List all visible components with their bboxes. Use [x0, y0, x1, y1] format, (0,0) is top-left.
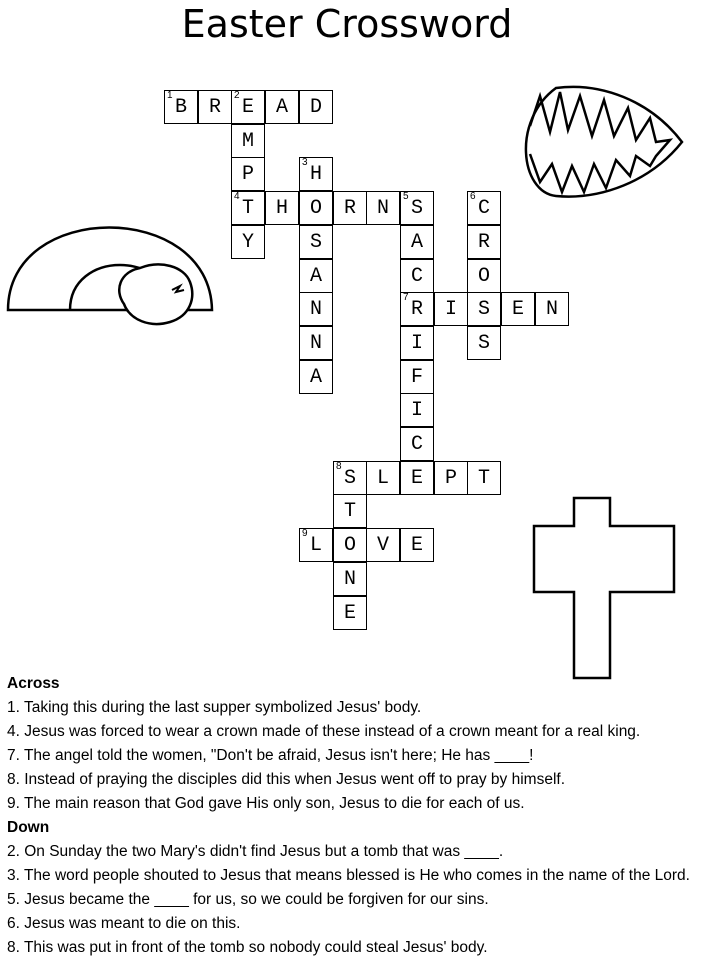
- grid-cell[interactable]: [366, 191, 400, 225]
- grid-cell[interactable]: [333, 191, 367, 225]
- grid-cell[interactable]: [501, 292, 535, 326]
- clue-number: 1: [167, 90, 173, 101]
- across-clue: 1. Taking this during the last supper symbolized Jesus' body.: [7, 699, 422, 716]
- cell-letter: S: [343, 467, 356, 490]
- grid-cell[interactable]: [400, 528, 434, 562]
- clues-panel: [7, 672, 718, 960]
- down-clue: 3. The word people shouted to Jesus that means blessed is He who comes in the name of the Lord.: [7, 867, 690, 884]
- grid-cell[interactable]: [467, 259, 501, 293]
- cell-letter: R: [410, 298, 423, 321]
- grid-cell[interactable]: [467, 326, 501, 360]
- clue-number: 4: [234, 191, 240, 202]
- grid-cell[interactable]: [467, 292, 501, 326]
- grid-cell[interactable]: [231, 157, 265, 191]
- cell-letter: O: [343, 534, 356, 557]
- down-clue: 8. This was put in front of the tomb so nobody could steal Jesus' body.: [7, 939, 488, 956]
- grid-cell[interactable]: [198, 90, 232, 124]
- cell-letter: B: [174, 96, 187, 119]
- down-heading: Down: [7, 819, 50, 836]
- cell-letter: E: [410, 534, 423, 557]
- grid-cell[interactable]: [434, 292, 468, 326]
- grid-cell[interactable]: [299, 191, 333, 225]
- cell-letter: T: [477, 467, 490, 490]
- cell-letter: M: [241, 130, 254, 153]
- grid-cell[interactable]: [299, 90, 333, 124]
- grid-cell[interactable]: [333, 494, 367, 528]
- grid-cell[interactable]: [299, 225, 333, 259]
- cell-letter: A: [410, 231, 423, 254]
- grid-cell[interactable]: [400, 191, 434, 225]
- cell-letter: P: [444, 467, 457, 490]
- cell-letter: C: [410, 265, 423, 288]
- cell-letter: A: [309, 265, 322, 288]
- grid-cell[interactable]: [400, 427, 434, 461]
- cell-letter: Y: [241, 231, 254, 254]
- across-clue: 9. The main reason that God gave His only son, Jesus to die for each of us.: [7, 795, 525, 812]
- cell-letter: P: [241, 163, 254, 186]
- grid-cell[interactable]: [400, 326, 434, 360]
- across-clue: 7. The angel told the women, "Don't be afraid, Jesus isn't here; He has ____!: [7, 747, 534, 764]
- cell-letter: R: [477, 231, 490, 254]
- clue-number: 9: [302, 528, 308, 539]
- cell-letter: N: [376, 197, 389, 220]
- cell-letter: E: [511, 298, 524, 321]
- down-clue: 2. On Sunday the two Mary's didn't find Jesus but a tomb that was ____.: [7, 843, 504, 860]
- grid-cell[interactable]: [400, 225, 434, 259]
- cell-letter: C: [477, 197, 490, 220]
- cell-letter: A: [309, 366, 322, 389]
- grid-cell[interactable]: [467, 225, 501, 259]
- cell-letter: R: [208, 96, 221, 119]
- cell-letter: F: [410, 366, 423, 389]
- grid-cell[interactable]: [231, 191, 265, 225]
- cell-letter: S: [477, 332, 490, 355]
- grid-cell[interactable]: [299, 528, 333, 562]
- grid-cell[interactable]: [400, 292, 434, 326]
- cell-letter: H: [275, 197, 288, 220]
- grid-cell[interactable]: [400, 393, 434, 427]
- across-clue: 4. Jesus was forced to wear a crown made of these instead of a crown meant for a real king.: [7, 723, 641, 740]
- grid-cell[interactable]: [231, 225, 265, 259]
- clue-number: 6: [470, 191, 476, 202]
- cell-letter: S: [477, 298, 490, 321]
- grid-cell[interactable]: [333, 562, 367, 596]
- grid-cell[interactable]: [333, 461, 367, 495]
- clue-number: 5: [403, 191, 409, 202]
- grid-cell[interactable]: [366, 528, 400, 562]
- grid-cell[interactable]: [164, 90, 198, 124]
- cell-letter: L: [309, 534, 322, 557]
- cell-letter: N: [545, 298, 558, 321]
- down-clue: 6. Jesus was meant to die on this.: [7, 915, 241, 932]
- cell-letter: D: [309, 96, 322, 119]
- grid-cell[interactable]: [299, 157, 333, 191]
- cell-letter: R: [343, 197, 356, 220]
- grid-cell[interactable]: [434, 461, 468, 495]
- cell-letter: V: [376, 534, 389, 557]
- grid-cell[interactable]: [400, 259, 434, 293]
- grid-cell[interactable]: [333, 528, 367, 562]
- clue-number: 2: [234, 90, 240, 101]
- across-heading: Across: [7, 675, 60, 692]
- cell-letter: T: [241, 197, 254, 220]
- cell-letter: E: [410, 467, 423, 490]
- grid-cell[interactable]: [231, 90, 265, 124]
- cell-letter: N: [343, 568, 356, 591]
- grid-cell[interactable]: [535, 292, 569, 326]
- cell-letter: S: [410, 197, 423, 220]
- cell-letter: O: [309, 197, 322, 220]
- cell-letter: I: [444, 298, 457, 321]
- cell-letter: E: [241, 96, 254, 119]
- cell-letter: S: [309, 231, 322, 254]
- down-clue: 5. Jesus became the ____ for us, so we could be forgiven for our sins.: [7, 891, 489, 908]
- cell-letter: N: [309, 298, 322, 321]
- clue-number: 3: [302, 157, 308, 168]
- grid-cell[interactable]: [467, 191, 501, 225]
- across-clue: 8. Instead of praying the disciples did this when Jesus went off to pray by himself.: [7, 771, 566, 788]
- grid-cell[interactable]: [366, 461, 400, 495]
- cell-letter: A: [275, 96, 288, 119]
- cell-letter: C: [410, 433, 423, 456]
- grid-cell[interactable]: [299, 292, 333, 326]
- cell-letter: I: [410, 332, 423, 355]
- page-title: Easter Crossword: [181, 2, 513, 46]
- cell-letter: E: [343, 602, 356, 625]
- cell-letter: O: [477, 265, 490, 288]
- grid-cell[interactable]: [400, 461, 434, 495]
- grid-cell[interactable]: [299, 259, 333, 293]
- grid-cell[interactable]: [467, 461, 501, 495]
- cell-letter: H: [309, 163, 322, 186]
- grid-cell[interactable]: [231, 124, 265, 158]
- cell-letter: I: [410, 399, 423, 422]
- grid-cell[interactable]: [333, 596, 367, 630]
- cell-letter: L: [376, 467, 389, 490]
- cell-letter: T: [343, 500, 356, 523]
- clue-number: 7: [403, 292, 409, 303]
- grid-cell[interactable]: [265, 90, 299, 124]
- clue-number: 8: [336, 461, 342, 472]
- grid-cell[interactable]: [265, 191, 299, 225]
- cell-letter: N: [309, 332, 322, 355]
- grid-cell[interactable]: [299, 326, 333, 360]
- grid-cell[interactable]: [299, 360, 333, 394]
- grid-cell[interactable]: [400, 360, 434, 394]
